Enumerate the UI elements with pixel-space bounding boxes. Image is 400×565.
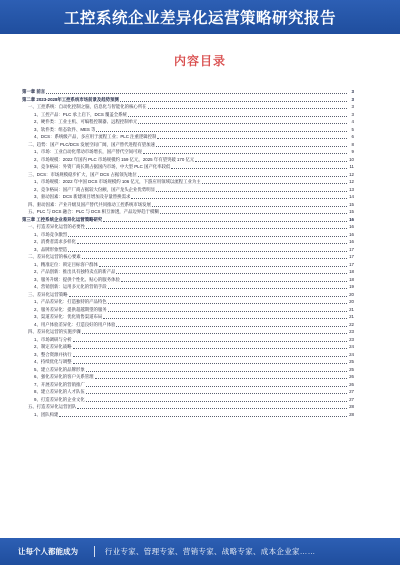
- toc-entry[interactable]: [22, 163, 354, 171]
- toc-entry-page: 17: [349, 246, 354, 252]
- footer-brand: 让每个人都能成为: [18, 547, 78, 556]
- toc-entry-page: 23: [349, 329, 354, 334]
- toc-entry-text: 二、差异化运营的核心要素: [28, 254, 81, 259]
- toc-entry[interactable]: [22, 88, 354, 96]
- toc-entry-page: 20: [349, 299, 354, 304]
- toc-entry[interactable]: [22, 103, 354, 111]
- toc-entry-page: 15: [349, 209, 354, 214]
- toc-entry-text: 2、服务差异化：提供超越期望的服务: [34, 306, 107, 312]
- toc-entry-text: 1、市场竞争激烈: [34, 231, 68, 237]
- toc-entry[interactable]: [22, 118, 354, 126]
- toc-leader-dots: [99, 266, 347, 267]
- toc-entry-text: 9、打造差异化的企业文化: [34, 396, 85, 402]
- toc-leader-dots: [95, 378, 347, 379]
- toc-leader-dots: [157, 138, 347, 139]
- report-title: 工控系统企业差异化运营策略研究报告: [63, 10, 336, 27]
- toc-entry-text: 4、营销创新：运用多元化的营销手段: [34, 284, 107, 289]
- toc-entry[interactable]: [22, 276, 354, 284]
- toc-entry[interactable]: [22, 396, 354, 404]
- toc-entry-page: 11: [349, 164, 354, 169]
- toc-entry-page: 14: [349, 194, 354, 199]
- toc-leader-dots: [108, 288, 347, 289]
- toc-entry-text: 2、市场规模：2022 年国内 PLC 市场规模约 159 亿元，2025 年有望突破 170 亿元: [34, 156, 195, 162]
- toc-entry-page: 24: [349, 351, 354, 357]
- toc-entry-page: 21: [349, 306, 354, 312]
- toc-entry[interactable]: [22, 208, 354, 216]
- toc-entry[interactable]: [22, 201, 354, 209]
- toc-entry-text: 4、持续优化与调整: [34, 359, 72, 364]
- toc-entry-text: 五、PLC 与 DCS 融合：PLC 与 DCS 相互渗透，产品边界趋于模糊: [28, 209, 159, 214]
- toc-entry-text: 3、竞争格局：外资厂商长期占据国内市场，中大型 PLC 国产化率较低: [34, 164, 171, 169]
- toc-entry-page: 16: [349, 231, 354, 237]
- toc-leader-dots: [143, 153, 347, 154]
- toc-entry-text: 第三章 工控系统企业差异化运营策略研究: [22, 216, 103, 222]
- toc-leader-dots: [46, 93, 347, 94]
- toc-entry-page: 4: [351, 119, 354, 124]
- report-header: [0, 0, 400, 34]
- toc-entry-page: 23: [349, 336, 354, 342]
- toc-entry-text: 3、软件类：组态软件、MES 等: [34, 126, 96, 132]
- toc-entry-text: 三、DCS：市场规模稳步扩大，国产 DCS 占据领先地位: [28, 171, 137, 177]
- toc-entry-text: 6、强化差异化的客户关系管理: [34, 374, 94, 379]
- toc-entry-page: 20: [349, 291, 354, 297]
- toc-entry-page: 22: [349, 321, 354, 327]
- toc-entry-page: 17: [349, 254, 354, 259]
- toc-leader-dots: [73, 356, 347, 357]
- toc-entry[interactable]: [22, 381, 354, 389]
- toc-leader-dots: [138, 176, 347, 177]
- toc-leader-dots: [77, 408, 347, 409]
- toc-entry-text: 2、消费者需求多样化: [34, 239, 76, 244]
- toc-entry[interactable]: [22, 403, 354, 411]
- toc-entry[interactable]: [22, 351, 354, 359]
- toc-entry-text: 2、竞争格局：国产厂商占据较大份额，国产龙头企业优势明显: [34, 186, 155, 192]
- toc-leader-dots: [82, 258, 347, 259]
- toc-leader-dots: [73, 341, 347, 342]
- toc-entry-text: 一、打造差异化运营的必要性: [28, 224, 86, 229]
- toc-leader-dots: [108, 303, 347, 304]
- toc-entry[interactable]: [22, 283, 354, 291]
- toc-entry[interactable]: [22, 231, 354, 239]
- toc-entry-page: 16: [349, 216, 354, 222]
- toc-entry[interactable]: [22, 178, 354, 186]
- toc-leader-dots: [128, 116, 347, 117]
- toc-entry-page: 3: [351, 111, 354, 117]
- toc-entry-page: 16: [349, 224, 354, 229]
- toc-entry-page: 25: [349, 366, 354, 372]
- toc-leader-dots: [120, 101, 347, 102]
- toc-leader-dots: [152, 206, 347, 207]
- toc-leader-dots: [82, 333, 347, 334]
- toc-entry-page: 21: [349, 314, 354, 319]
- toc-entry[interactable]: [22, 321, 354, 329]
- footer-divider: [94, 546, 95, 557]
- toc-entry-text: 五、打造差异化运营团队: [28, 404, 77, 409]
- toc-entry[interactable]: [22, 411, 354, 419]
- toc-leader-dots: [68, 251, 347, 252]
- toc-entry[interactable]: [22, 148, 354, 156]
- toc-entry[interactable]: [22, 186, 354, 194]
- toc-entry-page: 26: [349, 381, 354, 387]
- toc-leader-dots: [96, 131, 347, 132]
- toc-leader-dots: [138, 123, 347, 124]
- toc-entry-text: 3、服务升级：提供个性化、贴心的服务体验: [34, 276, 120, 282]
- toc-entry-text: 5、建立差异化的品牌形象: [34, 366, 85, 372]
- toc-leader-dots: [148, 108, 347, 109]
- toc-leader-dots: [77, 243, 347, 244]
- toc-entry-page: 9: [351, 149, 354, 154]
- toc-entry-page: 3: [351, 89, 354, 94]
- toc-leader-dots: [86, 401, 347, 402]
- toc-leader-dots: [69, 296, 347, 297]
- toc-leader-dots: [59, 416, 347, 417]
- toc-entry-page: 10: [349, 156, 354, 162]
- toc-leader-dots: [103, 318, 347, 319]
- toc-entry[interactable]: [22, 358, 354, 366]
- toc-entry-page: 15: [349, 201, 354, 207]
- toc-entry[interactable]: [22, 133, 354, 141]
- toc-entry-page: 24: [349, 344, 354, 349]
- toc-entry-text: 1、精准定位：锁定目标客户群体: [34, 261, 98, 267]
- toc-entry-page: 12: [349, 179, 354, 184]
- toc-leader-dots: [86, 393, 347, 394]
- toc-entry-text: 3、品牌形象塑造: [34, 246, 68, 252]
- toc-entry-text: 2、产品创新：推出具有独特卖点的新产品: [34, 269, 116, 274]
- toc-entry-page: 18: [349, 276, 354, 282]
- toc-entry-text: 2、制定差异化战略: [34, 344, 72, 349]
- toc-leader-dots: [156, 191, 347, 192]
- toc-leader-dots: [116, 326, 347, 327]
- toc-leader-dots: [73, 348, 347, 349]
- footer-tagline: 行业专家、管理专家、营销专家、战略专家、成本企业家……: [104, 547, 316, 556]
- toc-entry-text: 2、硬件类：工业主机、可编程控制器、远程控制单元: [34, 119, 138, 124]
- toc-entry-text: 第二章 2023-2028年工控系统市场前景及趋势预测: [22, 96, 119, 102]
- toc-entry-page: 6: [351, 134, 354, 139]
- toc-entry-page: 5: [351, 126, 354, 132]
- table-of-contents: [22, 88, 354, 418]
- toc-entry[interactable]: [22, 343, 354, 351]
- toc-entry-page: 26: [349, 374, 354, 379]
- toc-leader-dots: [121, 281, 347, 282]
- toc-entry[interactable]: [22, 126, 354, 134]
- toc-entry-page: 17: [349, 261, 354, 267]
- toc-entry-text: 三、差异化运营策略: [28, 291, 68, 297]
- toc-entry[interactable]: [22, 291, 354, 299]
- toc-leader-dots: [195, 161, 347, 162]
- toc-entry-page: 3: [351, 96, 354, 102]
- toc-entry[interactable]: [22, 373, 354, 381]
- toc-entry-text: 一、工控系统：自动化控制之脑，信息化与智能化的核心所在: [28, 104, 147, 109]
- toc-entry[interactable]: [22, 268, 354, 276]
- toc-entry-page: 28: [349, 411, 354, 417]
- toc-entry-page: 19: [349, 284, 354, 289]
- toc-entry[interactable]: [22, 193, 354, 201]
- toc-entry[interactable]: [22, 336, 354, 344]
- toc-leader-dots: [160, 213, 347, 214]
- toc-entry-text: 1、团队构建: [34, 411, 59, 417]
- toc-entry[interactable]: [22, 261, 354, 269]
- toc-entry[interactable]: [22, 156, 354, 164]
- toc-entry-page: 18: [349, 269, 354, 274]
- toc-entry[interactable]: [22, 238, 354, 246]
- toc-entry-text: 四、差异化运营的实施步骤: [28, 329, 81, 334]
- toc-entry[interactable]: [22, 141, 354, 149]
- toc-entry[interactable]: [22, 298, 354, 306]
- toc-entry-text: 7、开展差异化的营销推广: [34, 381, 85, 387]
- toc-entry-text: 1、工控产品：PLC 承上启下，DCS 覆盖全系统: [34, 111, 127, 117]
- toc-entry[interactable]: [22, 328, 354, 336]
- toc-entry[interactable]: [22, 223, 354, 231]
- toc-entry-page: 12: [349, 171, 354, 177]
- toc-entry-text: 1、市场规模：2022 年中国 DCS 市场规模约 106 亿元，下游应用领域以流程工业为主: [34, 179, 201, 184]
- toc-entry-page: 28: [349, 404, 354, 409]
- toc-entry-text: 4、DCS：系统级产品，多应用于流程工业；PLC 注重逻辑控制: [34, 134, 157, 139]
- toc-entry-text: 8、建立差异化的人才队伍: [34, 389, 85, 394]
- toc-entry-page: 3: [351, 104, 354, 109]
- toc-entry[interactable]: [22, 253, 354, 261]
- toc-entry-text: 第一章 前言: [22, 89, 46, 94]
- toc-entry-text: 四、驱动因素：产业升级及国产替代共同推动工控系统市场发展: [28, 201, 151, 207]
- toc-entry-text: 3、驱动因素：DCS 新建项目增加及存量替换需求: [34, 194, 131, 199]
- toc-leader-dots: [68, 236, 347, 237]
- toc-leader-dots: [103, 221, 347, 222]
- toc-entry-page: 8: [351, 141, 354, 147]
- toc-entry-text: 4、用户体验差异化：打造良好的用户体验: [34, 321, 116, 327]
- toc-entry[interactable]: [22, 216, 354, 224]
- toc-entry[interactable]: [22, 96, 354, 104]
- toc-entry-text: 二、趋势：国产 PLC/DCS 发展空间广阔，国产替代进程有望加速: [28, 141, 155, 147]
- toc-entry[interactable]: [22, 366, 354, 374]
- toc-leader-dots: [171, 168, 347, 169]
- toc-entry[interactable]: [22, 246, 354, 254]
- toc-entry-text: 1、产品差异化：打造独特的产品特色: [34, 299, 107, 304]
- toc-entry-text: 3、渠道差异化：优化销售渠道布局: [34, 314, 103, 319]
- toc-entry[interactable]: [22, 388, 354, 396]
- toc-leader-dots: [116, 273, 347, 274]
- toc-leader-dots: [86, 386, 347, 387]
- toc-entry-text: 1、市场：工业自动化带动市场增长，国产替代空间可观: [34, 149, 142, 154]
- toc-leader-dots: [156, 146, 347, 147]
- toc-leader-dots: [131, 198, 347, 199]
- toc-entry-page: 13: [349, 186, 354, 192]
- report-footer: [0, 538, 400, 565]
- toc-entry-page: 25: [349, 359, 354, 364]
- toc-entry[interactable]: [22, 171, 354, 179]
- toc-entry-page: 16: [349, 239, 354, 244]
- toc-entry[interactable]: [22, 306, 354, 314]
- toc-title: 内容目录: [173, 54, 226, 68]
- toc-leader-dots: [202, 183, 347, 184]
- toc-entry[interactable]: [22, 111, 354, 119]
- toc-leader-dots: [86, 371, 347, 372]
- toc-entry-page: 27: [349, 396, 354, 402]
- toc-leader-dots: [108, 311, 347, 312]
- toc-entry-text: 1、市场调研与分析: [34, 336, 72, 342]
- toc-leader-dots: [86, 228, 347, 229]
- toc-entry[interactable]: [22, 313, 354, 321]
- toc-leader-dots: [73, 363, 347, 364]
- toc-entry-text: 3、整合资源并执行: [34, 351, 72, 357]
- toc-entry-page: 27: [349, 389, 354, 394]
